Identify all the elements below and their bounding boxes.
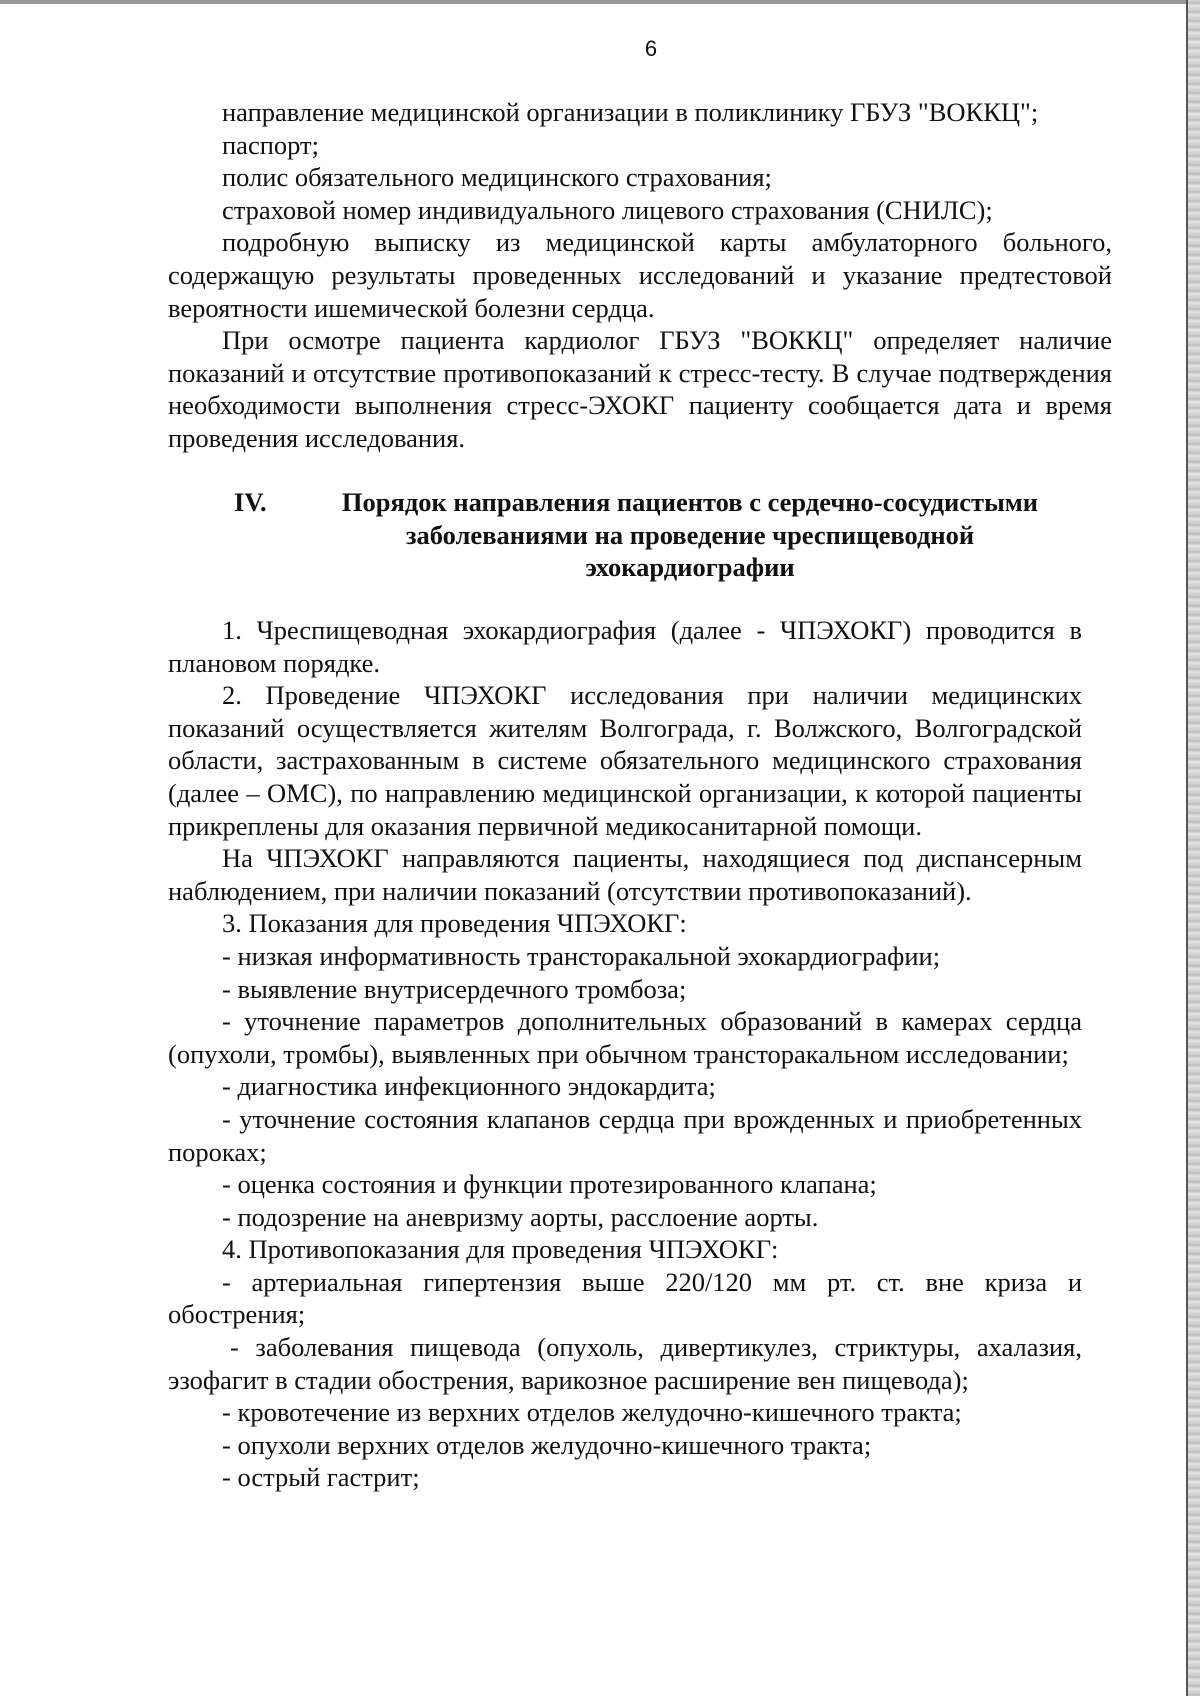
list-item: - артериальная гипертензия выше 220/120 мм рт. ст. вне криза и обострения; — [168, 1266, 1082, 1330]
top-section — [168, 96, 1112, 455]
list-item: - выявление внутрисердечного тромбоза; — [222, 973, 687, 1004]
list-item: - подозрение на аневризму аорты, расслоение аорты. — [222, 1201, 819, 1232]
list-item: - острый гастрит; — [222, 1462, 420, 1493]
paragraph: 2. Проведение ЧПЭХОКГ исследования при наличии медицинских показаний осуществляется жителям Волгограда, г. Волжского, Волгоградской области, застрахованным в системе обязательного медицинского страхования (далее – ОМС), по направлению медицинской организации, к которой пациенты прикреплены для оказания первичной медикосанитарной помощи. — [168, 680, 1082, 841]
list-item: - низкая информативность трансторакальной эхокардиографии; — [222, 940, 941, 971]
list-item: - кровотечение из верхних отделов желудочно-кишечного тракта; — [222, 1397, 962, 1428]
paragraph: страховой номер индивидуального лицевого страхования (СНИЛС); — [222, 194, 993, 225]
section-number: IV. — [234, 487, 267, 517]
paragraph: направление медицинской организации в поликлинику ГБУЗ "ВОККЦ"; — [222, 97, 1039, 127]
scan-top-edge — [0, 0, 1200, 4]
list-item: - опухоли верхних отделов желудочно-кишечного тракта; — [222, 1429, 872, 1460]
paragraph: При осмотре пациента кардиолог ГБУЗ "ВОККЦ" определяет наличие показаний и отсутствие противопоказаний к стресс-тесту. В случае подтверждения необходимости выполнения стресс-ЭХОКГ пациенту сообщается дата и время проведения исследования. — [168, 325, 1112, 453]
list-item: - оценка состояния и функции протезированного клапана; — [222, 1169, 877, 1200]
paragraph: 1. Чреспищеводная эхокардиография (далее - ЧПЭХОКГ) проводится в плановом порядке. — [168, 615, 1082, 678]
paragraph: подробную выписку из медицинской карты амбулаторного больного, содержащую результаты проведенных исследований и указание предтестовой вероятности ишемической болезни сердца. — [168, 227, 1112, 323]
list-item: - уточнение параметров дополнительных образований в камерах сердца (опухоли, тромбы), выявленных при обычном трансторакальном исследовании; — [168, 1006, 1082, 1069]
list-item: - диагностика инфекционного эндокардита; — [222, 1071, 716, 1102]
page-number: 6 — [644, 36, 658, 61]
list-item: - уточнение состояния клапанов сердца при врожденных и приобретенных пороках; — [168, 1103, 1082, 1167]
list-item: - заболевания пищевода (опухоль, дивертикулез, стриктуры, ахалазия, эзофагит в стадии обострения, варикозное расширение вен пищевода); — [168, 1332, 1082, 1395]
paragraph: паспорт; — [222, 129, 319, 160]
scan-right-edge — [1186, 0, 1200, 1696]
body-section — [168, 614, 1082, 1494]
paragraph: 3. Показания для проведения ЧПЭХОКГ: — [222, 908, 687, 939]
paragraph: На ЧПЭХОКГ направляются пациенты, находящиеся под диспансерным наблюдением, при наличии показаний (отсутствии противопоказаний). — [168, 843, 1082, 906]
section-title: Порядок направления пациентов с сердечно-сосудистыми заболеваниями на проведение чреспищеводной эхокардиографии — [341, 487, 1039, 583]
paragraph: 4. Противопоказания для проведения ЧПЭХОКГ: — [222, 1234, 779, 1265]
section-heading — [168, 486, 1082, 584]
paragraph: полис обязательного медицинского страхования; — [222, 162, 772, 193]
